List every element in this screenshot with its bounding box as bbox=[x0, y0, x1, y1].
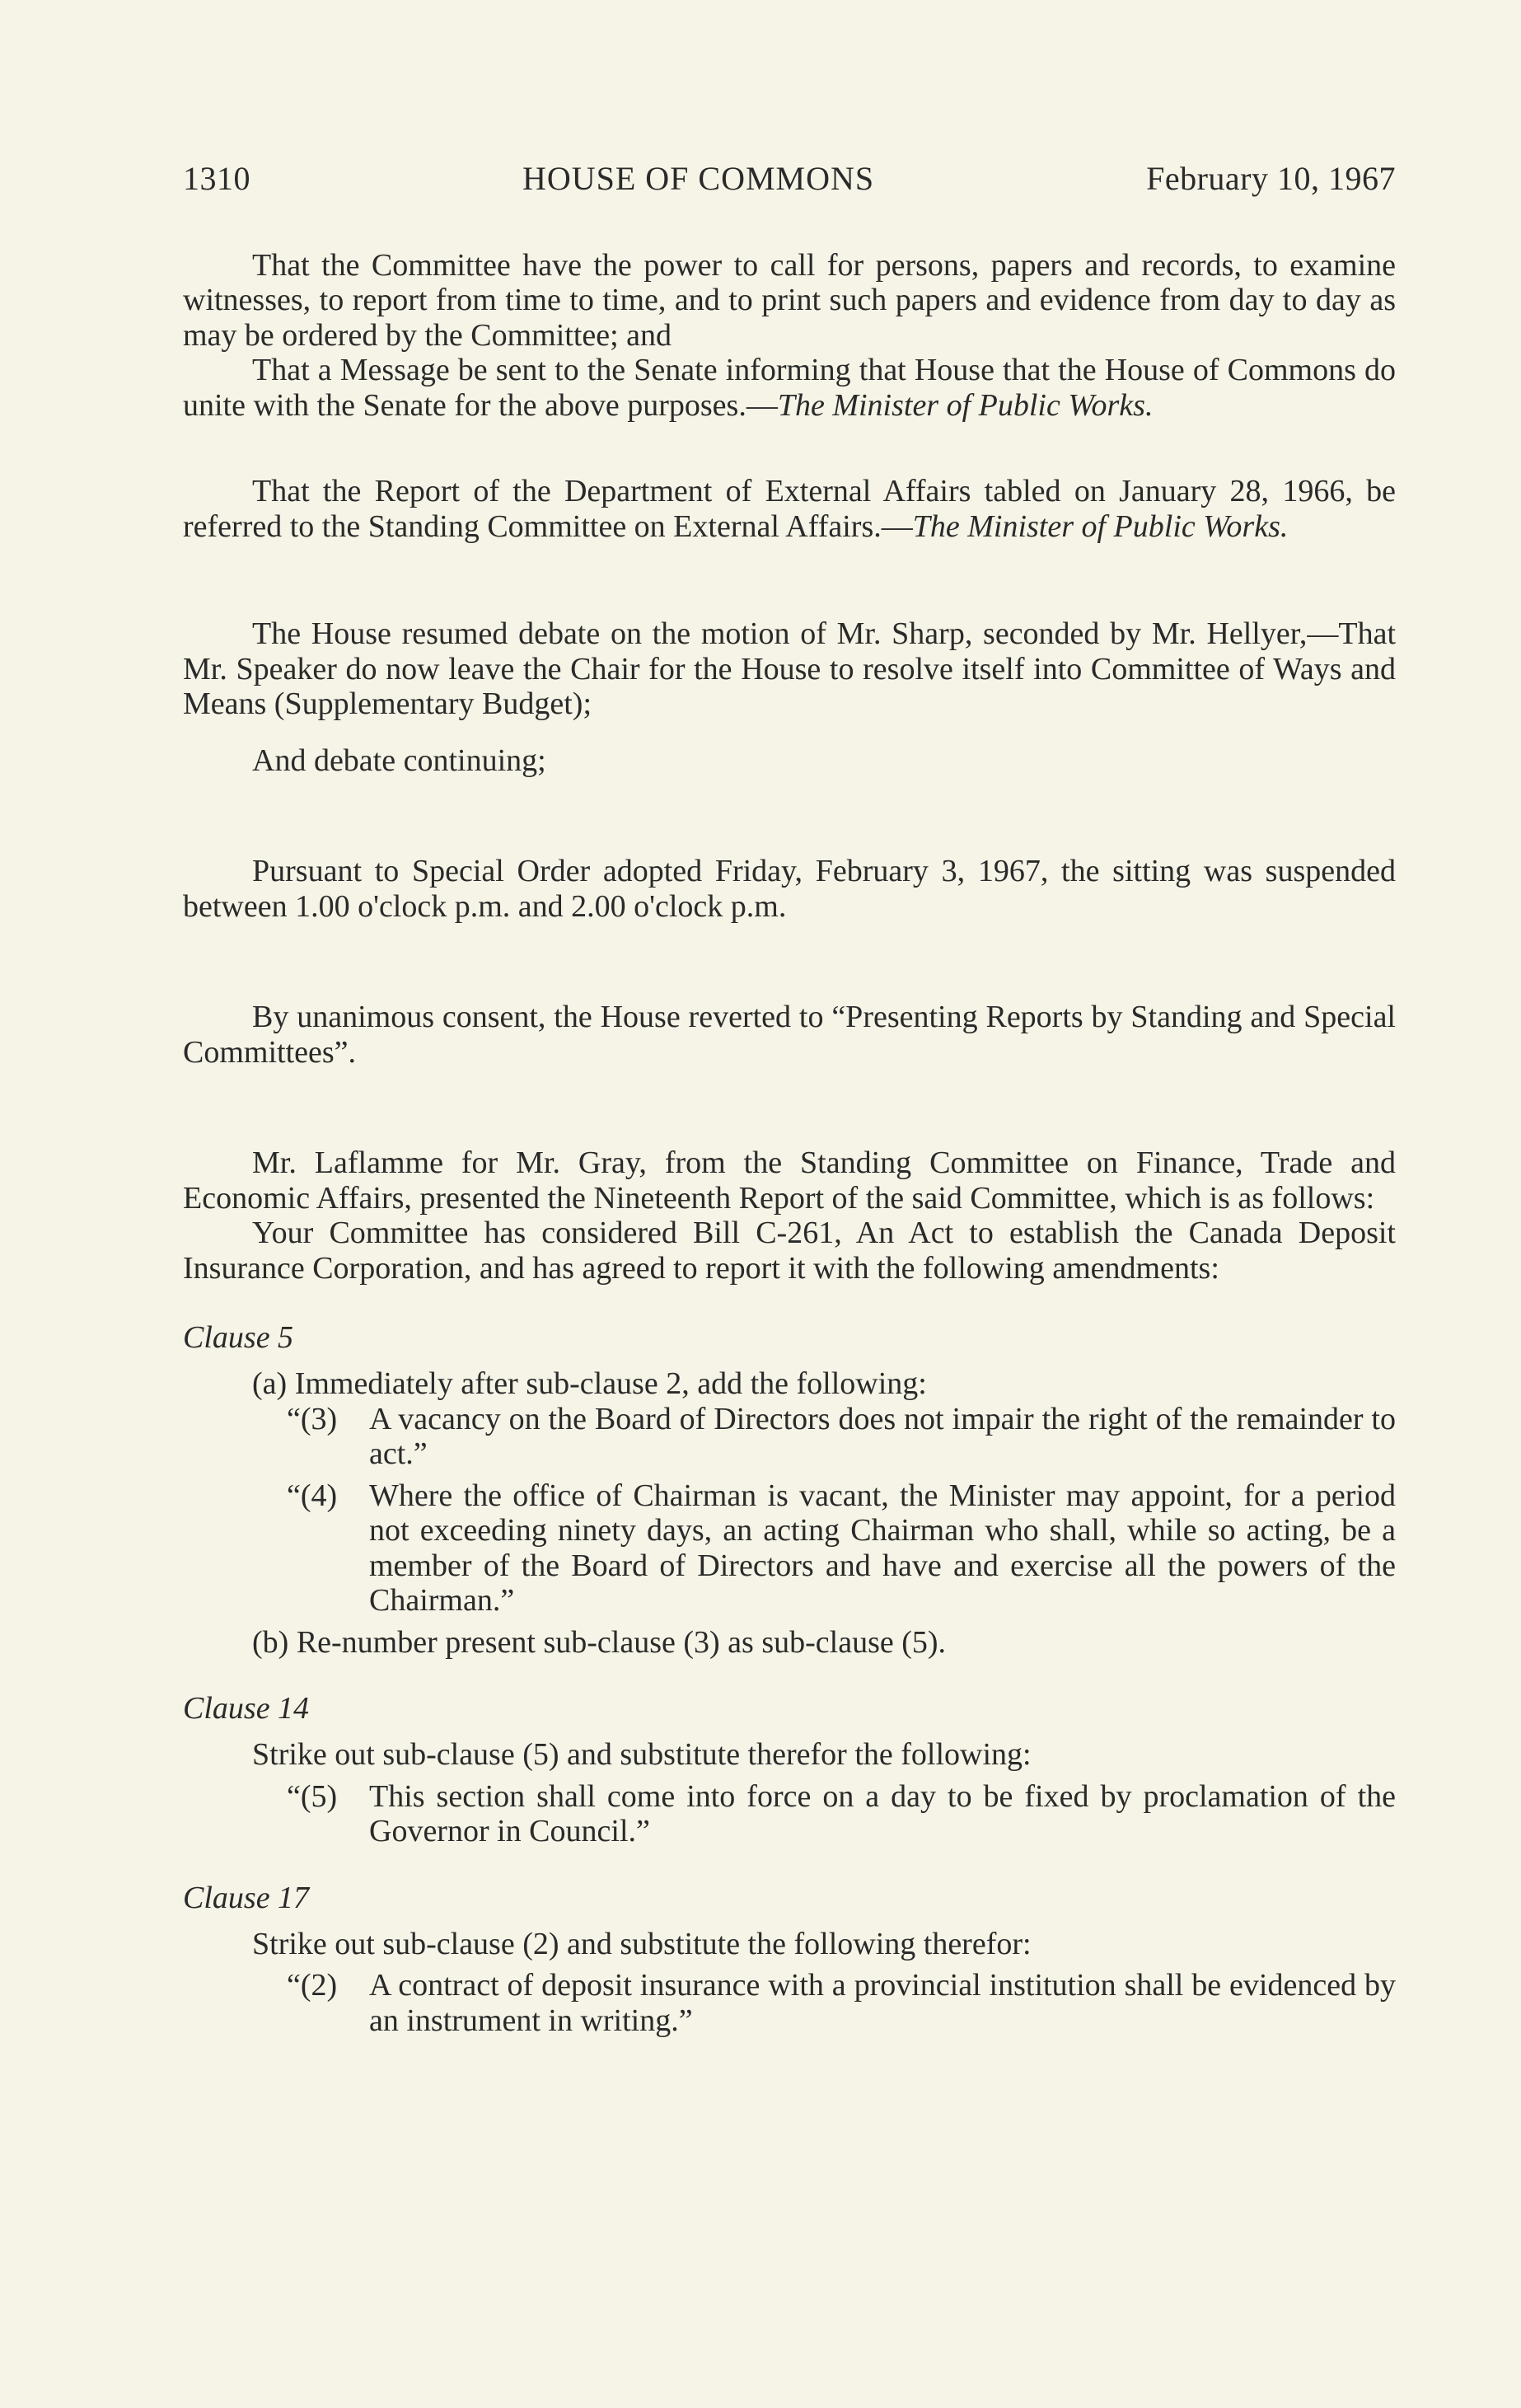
special-order-paragraph: Pursuant to Special Order adopted Friday, February 3, 1967, the sitting was suspended between 1.00 o'clock p.m. and 2.00 o'clock p.m. bbox=[183, 854, 1396, 924]
external-affairs-text: That the Report of the Department of External Affairs tabled on January 28, 1966, be referred to the Standing Committee on External Affairs.— bbox=[183, 474, 1396, 544]
external-affairs-paragraph bbox=[183, 474, 1396, 544]
subclause-2 bbox=[287, 1968, 1396, 2038]
clause-14-heading: Clause 14 bbox=[183, 1691, 310, 1726]
subclause-3-number: “(3) bbox=[287, 1401, 338, 1436]
journal-title: HOUSE OF COMMONS bbox=[522, 160, 875, 197]
clause-5-item-a bbox=[252, 1366, 1396, 1402]
subclause-4-number: “(4) bbox=[287, 1478, 338, 1513]
senate-message-text: That a Message be sent to the Senate informing that House that the House of Commons do unite with the Senate for the above purposes.— bbox=[183, 353, 1396, 423]
item-b-text: Re-number present sub-clause (3) as sub-clause (5). bbox=[296, 1624, 947, 1660]
subclause-3-text: A vacancy on the Board of Directors does not impair the right of the remainder to act.” bbox=[369, 1401, 1396, 1471]
senate-message-paragraph bbox=[183, 353, 1396, 423]
debate-resumed-paragraph: The House resumed debate on the motion of Mr. Sharp, seconded by Mr. Hellyer,—That Mr. Speaker do now leave the Chair for the House to resolve itself into Committee of Ways and Means (Supplementary Budget); bbox=[183, 616, 1396, 721]
subclause-4-text: Where the office of Chairman is vacant, the Minister may appoint, for a period not exceeding ninety days, an acting Chairman who shall, while so acting, be a member of the Board of Directors and have and exercise all the powers of the Chairman.” bbox=[369, 1478, 1396, 1618]
running-header bbox=[183, 162, 1396, 197]
unanimous-consent-paragraph: By unanimous consent, the House reverted to “Presenting Reports by Standing and Special Committees”. bbox=[183, 1000, 1396, 1070]
item-b-label: (b) bbox=[252, 1624, 289, 1660]
subclause-2-text: A contract of deposit insurance with a provincial institution shall be evidenced by an instrument in writing.” bbox=[369, 1968, 1396, 2038]
bill-report-paragraph: Your Committee has considered Bill C-261, An Act to establish the Canada Deposit Insurance Corporation, and has agreed to report it with the following amendments: bbox=[183, 1216, 1396, 1286]
committee-report-paragraph: Mr. Laflamme for Mr. Gray, from the Standing Committee on Finance, Trade and Economic Affairs, presented the Nineteenth Report of the said Committee, which is as follows: bbox=[183, 1145, 1396, 1216]
subclause-3 bbox=[287, 1402, 1396, 1472]
clause-17-instruction: Strike out sub-clause (2) and substitute the following therefor: bbox=[252, 1926, 1032, 1961]
clause-17-heading: Clause 17 bbox=[183, 1880, 310, 1915]
subclause-2-number: “(2) bbox=[287, 1968, 338, 2003]
committee-powers-paragraph: That the Committee have the power to call for persons, papers and records, to examine witnesses, to report from time to time, and to print such papers and evidence from day to day as may be ordered by the Committee; and bbox=[183, 247, 1396, 353]
item-a-label: (a) bbox=[252, 1366, 288, 1401]
subclause-4 bbox=[287, 1478, 1396, 1619]
subclause-5-number: “(5) bbox=[287, 1778, 338, 1814]
debate-continuing-paragraph: And debate continuing; bbox=[252, 743, 546, 778]
clause-5-heading: Clause 5 bbox=[183, 1320, 294, 1355]
item-a-text: Immediately after sub-clause 2, add the following: bbox=[294, 1366, 927, 1401]
page-number: 1310 bbox=[183, 160, 250, 197]
clause-14-instruction: Strike out sub-clause (5) and substitute therefor the following: bbox=[252, 1737, 1032, 1772]
senate-message-signature: The Minister of Public Works. bbox=[777, 387, 1154, 423]
subclause-5 bbox=[287, 1779, 1396, 1849]
external-affairs-signature: The Minister of Public Works. bbox=[912, 508, 1289, 544]
header-date: February 10, 1967 bbox=[1146, 160, 1396, 197]
subclause-5-text: This section shall come into force on a day to be fixed by proclamation of the Governor in Council.” bbox=[369, 1778, 1396, 1848]
document-page bbox=[183, 162, 1396, 2038]
clause-5-item-b bbox=[252, 1625, 1396, 1661]
